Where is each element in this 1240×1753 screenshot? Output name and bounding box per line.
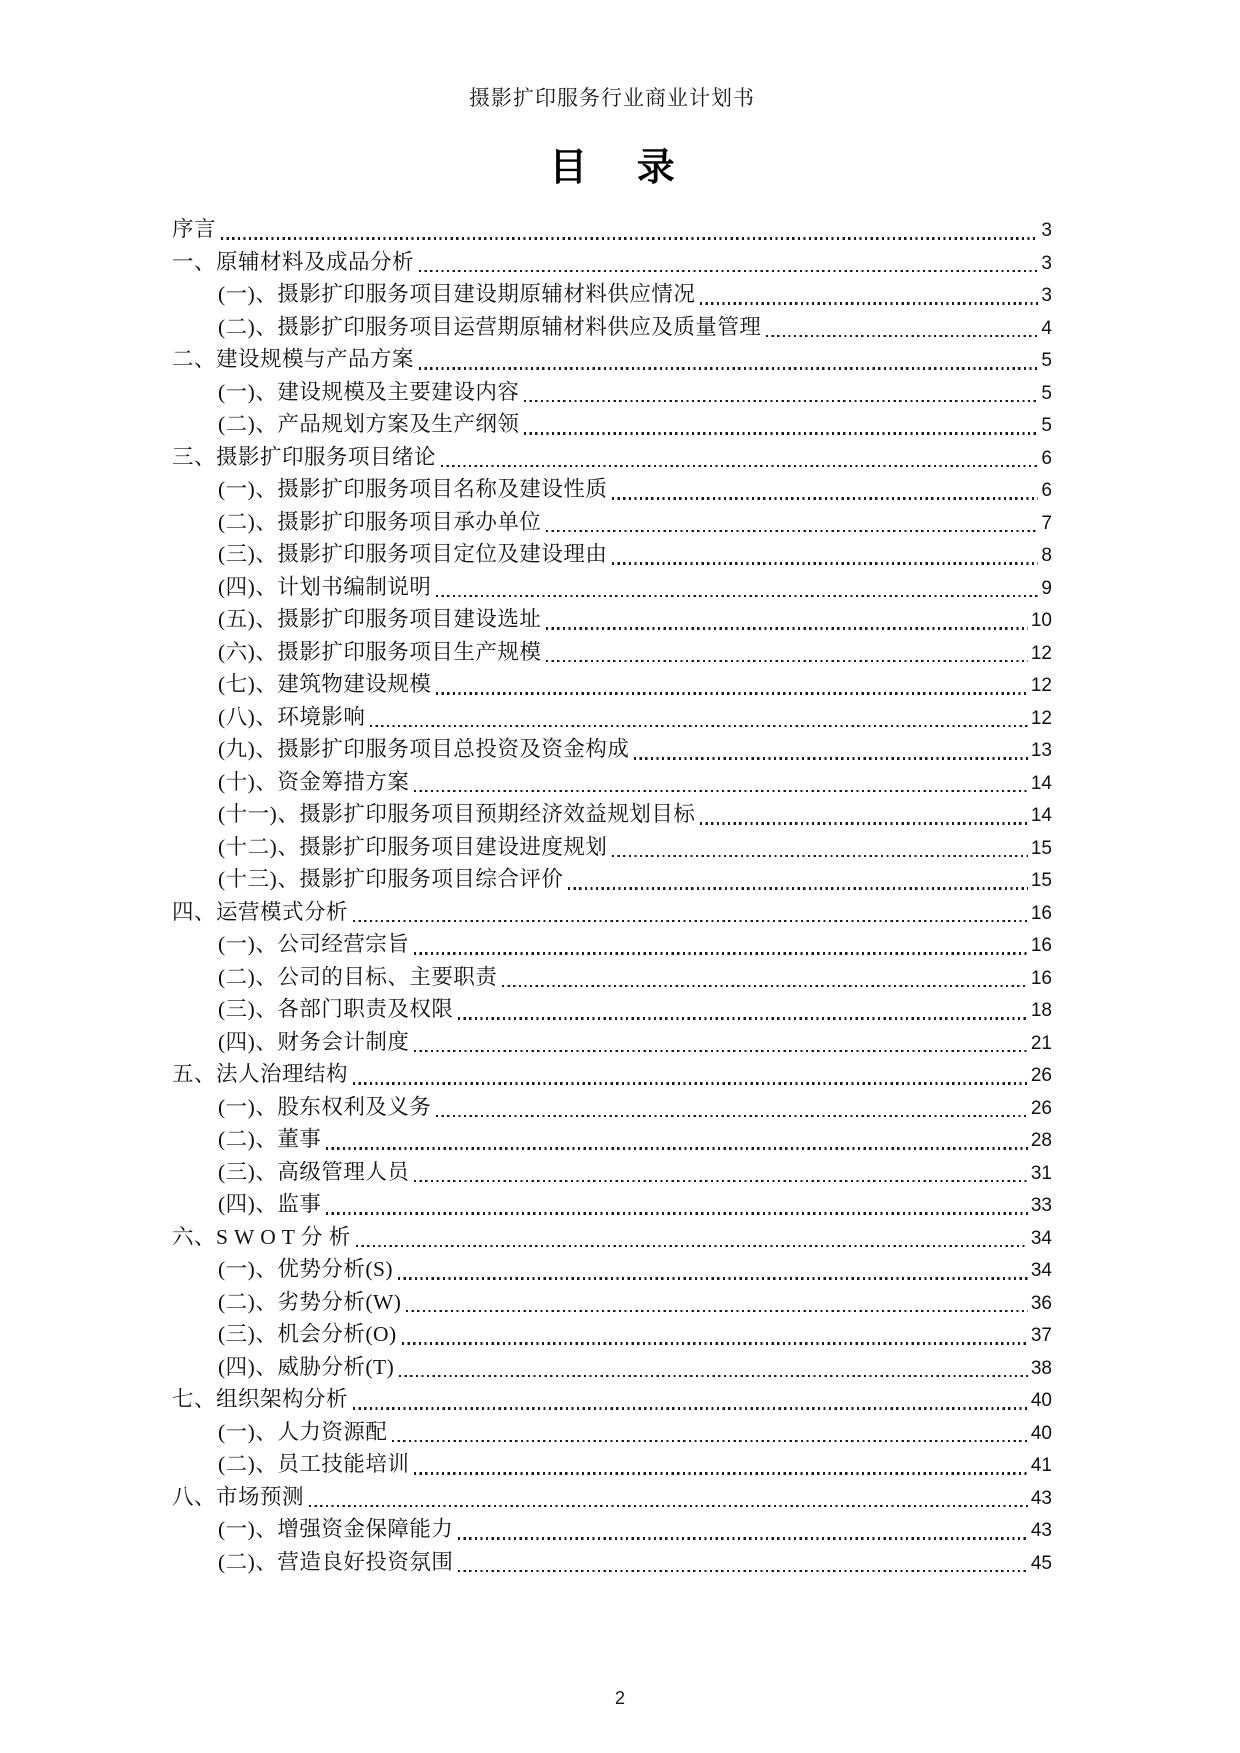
toc-entry-page: 21 [1030, 1032, 1052, 1054]
document-header-title: 摄影扩印服务行业商业计划书 [469, 86, 755, 110]
toc-dot-leader [612, 562, 1038, 564]
toc-entry-label: (六)、摄影扩印服务项目生产规模 [218, 639, 542, 664]
toc-entry-label: (二)、劣势分析(W) [218, 1289, 402, 1314]
toc-entry[interactable] [172, 1318, 1052, 1351]
toc-entry[interactable] [172, 798, 1052, 831]
toc-entry[interactable] [172, 668, 1052, 701]
toc-entry-page: 16 [1030, 902, 1052, 924]
toc-entry[interactable] [172, 1481, 1052, 1514]
toc-entry-label: 三、摄影扩印服务项目绪论 [172, 444, 437, 469]
toc-entry[interactable] [172, 1123, 1052, 1156]
toc-entry[interactable] [172, 1448, 1052, 1481]
toc-dot-leader [414, 1472, 1028, 1474]
toc-entry[interactable] [172, 1513, 1052, 1546]
toc-entry-label: (三)、高级管理人员 [218, 1159, 410, 1184]
toc-dot-leader [414, 1180, 1028, 1182]
toc-dot-leader [634, 757, 1028, 759]
toc-dot-leader [353, 1082, 1028, 1084]
toc-entry-label: (三)、摄影扩印服务项目定位及建设理由 [218, 542, 608, 566]
toc-entry[interactable] [172, 993, 1052, 1026]
toc-entry[interactable] [172, 1416, 1052, 1449]
toc-dot-leader [546, 627, 1028, 629]
toc-entry-page: 3 [1041, 285, 1052, 306]
toc-dot-leader [436, 595, 1038, 597]
toc-dot-leader [419, 270, 1038, 272]
toc-entry-page: 45 [1030, 1552, 1052, 1574]
toc-entry[interactable] [172, 603, 1052, 636]
footer-page-number: 2 [614, 1688, 625, 1708]
toc-entry-label: (四)、监事 [218, 1192, 322, 1216]
toc-dot-leader [326, 1212, 1028, 1214]
toc-dot-leader [356, 1245, 1028, 1247]
toc-entry-label: (四)、财务会计制度 [218, 1029, 410, 1054]
toc-entry[interactable] [172, 246, 1052, 279]
toc-entry[interactable] [172, 343, 1052, 376]
toc-dot-leader [414, 790, 1028, 792]
toc-entry-label: (二)、摄影扩印服务项目运营期原辅材料供应及质量管理 [218, 314, 762, 339]
toc-entry-label: (一)、人力资源配 [218, 1419, 388, 1444]
toc-entry[interactable] [172, 701, 1052, 734]
toc-entry-page: 6 [1041, 447, 1052, 469]
toc-entry[interactable] [172, 571, 1052, 604]
toc-entry[interactable] [172, 1026, 1052, 1059]
toc-entry-page: 5 [1041, 350, 1052, 371]
toc-entry[interactable] [172, 213, 1052, 246]
toc-dot-leader [221, 237, 1038, 239]
toc-entry-page: 14 [1030, 772, 1052, 794]
toc-entry-label: (二)、公司的目标、主要职责 [218, 964, 498, 989]
toc-entry[interactable] [172, 1253, 1052, 1286]
toc-dot-leader [612, 497, 1038, 499]
toc-entry-label: 六、S W O T 分 析 [172, 1224, 351, 1249]
toc-dot-leader [436, 692, 1028, 694]
toc-entry[interactable] [172, 1156, 1052, 1189]
toc-list [172, 213, 1052, 1578]
toc-entry[interactable] [172, 766, 1052, 799]
toc-entry-label: 四、运营模式分析 [172, 899, 349, 924]
toc-entry-label: (二)、摄影扩印服务项目承办单位 [218, 509, 542, 534]
toc-entry-page: 14 [1030, 805, 1052, 826]
toc-entry-label: 七、组织架构分析 [172, 1387, 349, 1411]
toc-entry-label: (二)、营造良好投资氛围 [218, 1549, 454, 1574]
toc-entry-label: (三)、各部门职责及权限 [218, 997, 454, 1021]
toc-entry-label: (八)、环境影响 [218, 704, 366, 729]
toc-entry-page: 13 [1030, 740, 1052, 761]
toc-entry-page: 40 [1030, 1390, 1052, 1411]
toc-dot-leader [353, 1407, 1028, 1409]
toc-dot-leader [612, 855, 1028, 857]
toc-entry[interactable] [172, 961, 1052, 994]
toc-dot-leader [414, 952, 1028, 954]
toc-entry-page: 4 [1041, 317, 1052, 339]
toc-entry-label: (二)、员工技能培训 [218, 1452, 410, 1476]
toc-entry-page: 16 [1030, 967, 1052, 989]
toc-entry-label: (一)、股东权利及义务 [218, 1094, 432, 1119]
toc-entry-page: 3 [1041, 220, 1052, 241]
toc-entry[interactable] [172, 1188, 1052, 1221]
toc-dot-leader [700, 302, 1038, 304]
toc-dot-leader [406, 1310, 1027, 1312]
toc-entry[interactable] [172, 863, 1052, 896]
toc-entry-label: (一)、公司经营宗旨 [218, 932, 410, 956]
toc-dot-leader [309, 1505, 1028, 1507]
toc-dot-leader [326, 1147, 1028, 1149]
toc-entry-label: 序言 [172, 217, 217, 241]
toc-entry-label: 二、建设规模与产品方案 [172, 347, 415, 371]
toc-dot-leader [502, 985, 1028, 987]
toc-entry-label: (一)、建设规模及主要建设内容 [218, 379, 520, 404]
toc-entry-page: 37 [1030, 1325, 1052, 1346]
toc-dot-leader [766, 335, 1038, 337]
toc-dot-leader [419, 367, 1038, 369]
toc-entry-page: 26 [1030, 1065, 1052, 1086]
toc-entry-label: (五)、摄影扩印服务项目建设选址 [218, 607, 542, 631]
toc-entry[interactable] [172, 896, 1052, 929]
toc-dot-leader [458, 1017, 1028, 1019]
toc-entry[interactable] [172, 278, 1052, 311]
toc-entry-page: 43 [1030, 1487, 1052, 1509]
toc-entry-label: (一)、摄影扩印服务项目建设期原辅材料供应情况 [218, 282, 696, 306]
toc-entry[interactable] [172, 1286, 1052, 1319]
toc-entry[interactable] [172, 928, 1052, 961]
toc-entry-page: 5 [1041, 415, 1052, 436]
toc-entry-page: 33 [1030, 1195, 1052, 1216]
toc-entry-page: 8 [1041, 545, 1052, 566]
toc-entry-page: 12 [1030, 675, 1052, 696]
toc-title: 目 录 [549, 147, 695, 189]
toc-dot-leader [458, 1570, 1028, 1572]
toc-entry[interactable] [172, 506, 1052, 539]
toc-entry[interactable] [172, 311, 1052, 344]
toc-entry[interactable] [172, 1091, 1052, 1124]
toc-entry-label: (一)、摄影扩印服务项目名称及建设性质 [218, 477, 608, 501]
toc-entry-label: (十一)、摄影扩印服务项目预期经济效益规划目标 [218, 802, 696, 826]
toc-entry[interactable] [172, 441, 1052, 474]
toc-entry-page: 12 [1030, 707, 1052, 729]
toc-entry[interactable] [172, 473, 1052, 506]
toc-entry[interactable] [172, 376, 1052, 409]
toc-dot-leader [353, 920, 1028, 922]
toc-entry-page: 38 [1030, 1357, 1052, 1379]
toc-dot-leader [414, 1050, 1028, 1052]
toc-entry[interactable] [172, 733, 1052, 766]
toc-entry-page: 41 [1030, 1455, 1052, 1476]
toc-dot-leader [392, 1440, 1028, 1442]
toc-entry[interactable] [172, 1058, 1052, 1091]
toc-entry-page: 26 [1030, 1097, 1052, 1119]
toc-dot-leader [436, 1115, 1028, 1117]
toc-entry[interactable] [172, 1221, 1052, 1254]
toc-entry-page: 40 [1030, 1422, 1052, 1444]
toc-entry-page: 15 [1030, 870, 1052, 891]
toc-entry-page: 31 [1030, 1162, 1052, 1184]
toc-entry-label: (二)、董事 [218, 1127, 322, 1151]
toc-entry-page: 18 [1030, 1000, 1052, 1021]
toc-entry-label: (七)、建筑物建设规模 [218, 672, 432, 696]
toc-entry[interactable] [172, 636, 1052, 669]
toc-entry-label: (二)、产品规划方案及生产纲领 [218, 412, 520, 436]
toc-entry-label: (一)、优势分析(S) [218, 1257, 394, 1281]
toc-dot-leader [524, 400, 1038, 402]
toc-entry[interactable] [172, 1383, 1052, 1416]
toc-dot-leader [370, 725, 1028, 727]
toc-dot-leader [546, 660, 1028, 662]
toc-dot-leader [458, 1537, 1028, 1539]
toc-entry[interactable] [172, 1546, 1052, 1579]
toc-entry-label: (十二)、摄影扩印服务项目建设进度规划 [218, 834, 608, 859]
toc-dot-leader [524, 432, 1038, 434]
toc-entry-page: 5 [1041, 382, 1052, 404]
toc-entry-label: 五、法人治理结构 [172, 1062, 349, 1086]
toc-dot-leader [568, 887, 1028, 889]
toc-entry-page: 7 [1041, 512, 1052, 534]
toc-entry-label: (四)、威胁分析(T) [218, 1354, 395, 1379]
toc-entry-label: (四)、计划书编制说明 [218, 574, 432, 599]
toc-dot-leader [546, 530, 1038, 532]
toc-entry-label: (十三)、摄影扩印服务项目综合评价 [218, 867, 564, 891]
toc-entry-label: (三)、机会分析(O) [218, 1322, 397, 1346]
toc-entry-label: 八、市场预测 [172, 1484, 305, 1509]
toc-entry-page: 15 [1030, 837, 1052, 859]
toc-entry-label: 一、原辅材料及成品分析 [172, 249, 415, 274]
toc-entry-page: 28 [1030, 1130, 1052, 1151]
toc-entry-label: (一)、增强资金保障能力 [218, 1517, 454, 1541]
toc-entry-page: 36 [1030, 1292, 1052, 1314]
toc-dot-leader [441, 465, 1038, 467]
toc-entry[interactable] [172, 831, 1052, 864]
toc-entry-page: 43 [1030, 1520, 1052, 1541]
toc-dot-leader [399, 1375, 1028, 1377]
toc-entry-page: 3 [1041, 252, 1052, 274]
toc-entry-page: 16 [1030, 935, 1052, 956]
toc-entry[interactable] [172, 538, 1052, 571]
toc-entry[interactable] [172, 1351, 1052, 1384]
toc-entry-label: (九)、摄影扩印服务项目总投资及资金构成 [218, 737, 630, 761]
toc-entry-page: 9 [1041, 577, 1052, 599]
toc-entry-page: 12 [1030, 642, 1052, 664]
toc-entry-page: 34 [1030, 1227, 1052, 1249]
toc-dot-leader [402, 1342, 1028, 1344]
toc-dot-leader [700, 822, 1028, 824]
toc-dot-leader [398, 1277, 1028, 1279]
toc-entry[interactable] [172, 408, 1052, 441]
toc-entry-page: 10 [1030, 610, 1052, 631]
toc-entry-page: 6 [1041, 480, 1052, 501]
toc-entry-label: (十)、资金筹措方案 [218, 769, 410, 794]
toc-entry-page: 34 [1030, 1260, 1052, 1281]
